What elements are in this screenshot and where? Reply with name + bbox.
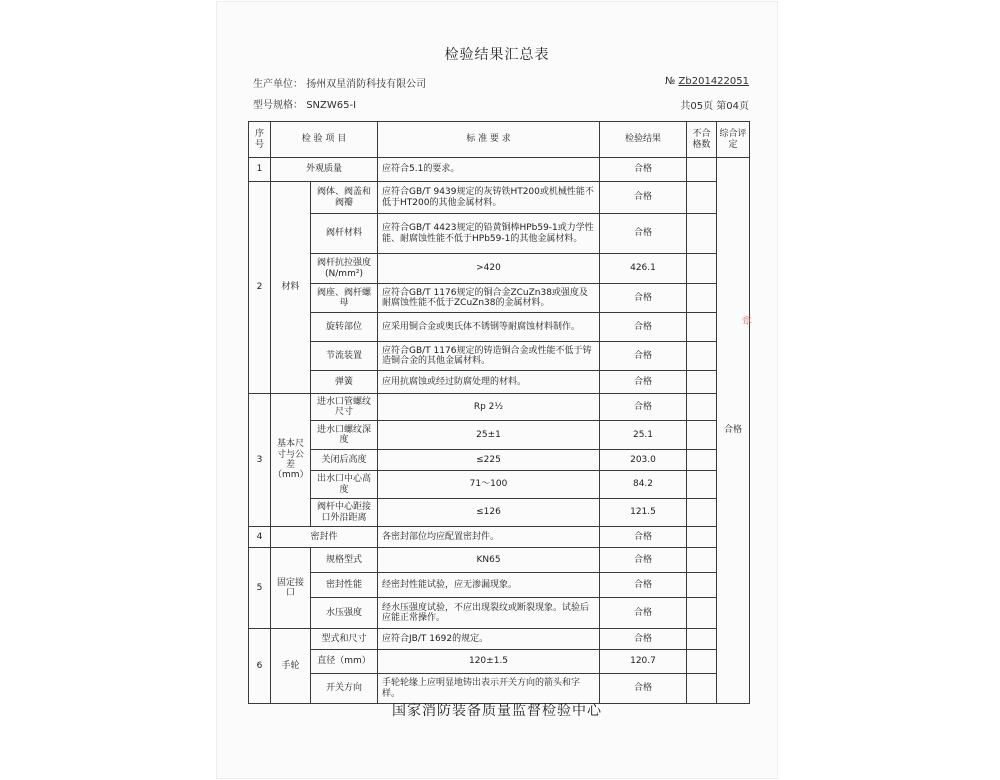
row-6-sub-2-item: 直径（mm）	[311, 650, 378, 674]
row-3-sub-1-nonconforming	[687, 394, 717, 421]
row-3-sub-1-requirement: Rp 2½	[378, 394, 600, 421]
row-1-nonconforming	[687, 158, 717, 182]
row-2-sub-1-nonconforming	[687, 182, 717, 214]
row-3-sub-2-nonconforming	[687, 421, 717, 450]
row-4-requirement: 各密封部位均应配置密封件。	[378, 527, 600, 548]
row-2-seq: 2	[249, 182, 271, 394]
row-6-sub-3-result: 合格	[600, 674, 687, 704]
serial-prefix: №	[664, 76, 676, 87]
row-3-sub-2-item: 进水口螺纹深度	[311, 421, 378, 450]
row-3-sub-2-requirement: 25±1	[378, 421, 600, 450]
row-2-sub-5-requirement: 应采用铜合金或奥氏体不锈钢等耐腐蚀材料制作。	[378, 313, 600, 342]
row-2-sub-1-result: 合格	[600, 182, 687, 214]
row-2-sub-3-nonconforming	[687, 254, 717, 284]
issuer-footer: 国家消防装备质量监督检验中心	[392, 703, 602, 719]
row-1-seq: 1	[249, 158, 271, 182]
row-6-sub-3-nonconforming	[687, 674, 717, 704]
row-5-sub-2-item: 密封性能	[311, 573, 378, 598]
row-6-sub-2-nonconforming	[687, 650, 717, 674]
row-1-result: 合格	[600, 158, 687, 182]
row-3-sub-4-item: 出水口中心高度	[311, 471, 378, 499]
row-2-sub-1-item: 阀体、阀盖和阀瓣	[311, 182, 378, 214]
row-3-sub-3-result: 203.0	[600, 450, 687, 471]
row-5-sub-2-requirement: 经密封性能试验，应无渗漏现象。	[378, 573, 600, 598]
table-row	[249, 499, 750, 527]
inspection-table	[248, 121, 750, 704]
row-2-category: 材料	[271, 182, 311, 394]
table-row	[249, 214, 750, 254]
row-6-sub-3-requirement: 手轮轮缘上应明显地铸出表示开关方向的箭头和字样。	[378, 674, 600, 704]
row-1-item: 外观质量	[271, 158, 378, 182]
row-2-sub-4-item: 阀座、阀杆螺母	[311, 284, 378, 313]
row-5-sub-3-nonconforming	[687, 598, 717, 629]
row-2-sub-6-result: 合格	[600, 342, 687, 371]
row-1-requirement: 应符合5.1的要求。	[378, 158, 600, 182]
row-2-sub-2-nonconforming	[687, 214, 717, 254]
row-5-sub-3-result: 合格	[600, 598, 687, 629]
row-2-sub-3-item	[311, 254, 378, 284]
row-6-seq: 6	[249, 629, 271, 704]
row-2-sub-3-requirement: >420	[378, 254, 600, 284]
row-4-seq: 4	[249, 527, 271, 548]
row-5-category: 固定接口	[271, 548, 311, 629]
table-row	[249, 371, 750, 394]
overall-evaluation: 合格	[717, 158, 750, 704]
table-row	[249, 394, 750, 421]
row-2-sub-3-item-line-1: 阀杆抗拉强度	[316, 258, 371, 269]
row-6-sub-1-result: 合格	[600, 629, 687, 650]
row-5-sub-3-item: 水压强度	[311, 598, 378, 629]
row-2-sub-2-requirement: 应符合GB/T 4423规定的铅黄铜棒HPb59-1或力学性能、耐腐蚀性能不低于HPb59-1的其他金属材料。	[378, 214, 600, 254]
row-2-sub-6-requirement: 应符合GB/T 1176规定的铸造铜合金或性能不低于铸造铜合金的其他金属材料。	[378, 342, 600, 371]
producer-label: 生产单位：	[253, 79, 303, 90]
row-4-result: 合格	[600, 527, 687, 548]
row-2-sub-4-result: 合格	[600, 284, 687, 313]
row-3-sub-3-item: 关闭后高度	[311, 450, 378, 471]
serial-line	[665, 76, 749, 87]
table-row	[249, 527, 750, 548]
page-info: 共05页 第04页	[680, 101, 749, 112]
row-3-sub-4-result: 84.2	[600, 471, 687, 499]
row-3-sub-5-item: 阀杆中心距接口外沿距离	[311, 499, 378, 527]
row-3-sub-1-item: 进水口管螺纹尺寸	[311, 394, 378, 421]
table-row	[249, 421, 750, 450]
table-row	[249, 471, 750, 499]
row-5-sub-1-result: 合格	[600, 548, 687, 573]
row-2-sub-5-result: 合格	[600, 313, 687, 342]
table-row	[249, 182, 750, 214]
table-row	[249, 313, 750, 342]
header-nonconforming: 不合格数	[687, 122, 717, 158]
row-2-sub-7-requirement: 应用抗腐蚀或经过防腐处理的材料。	[378, 371, 600, 394]
row-6-sub-2-result: 120.7	[600, 650, 687, 674]
table-row	[249, 573, 750, 598]
row-2-sub-2-item: 阀杆材料	[311, 214, 378, 254]
table-row	[249, 254, 750, 284]
row-6-sub-2-requirement: 120±1.5	[378, 650, 600, 674]
row-3-sub-4-nonconforming	[687, 471, 717, 499]
table-row	[249, 158, 750, 182]
table-row	[249, 284, 750, 313]
row-5-sub-2-nonconforming	[687, 573, 717, 598]
producer-line	[253, 75, 426, 90]
table-row	[249, 650, 750, 674]
producer-value: 扬州双星消防科技有限公司	[306, 79, 427, 90]
header-seq: 序号	[249, 122, 271, 158]
model-value: SNZW65-Ⅰ	[306, 100, 357, 111]
table-row	[249, 674, 750, 704]
row-2-sub-6-item: 节流装置	[311, 342, 378, 371]
row-3-sub-5-requirement: ≤126	[378, 499, 600, 527]
row-2-sub-4-requirement: 应符合GB/T 1176规定的铜合金ZCuZn38或强度及耐腐蚀性能不低于ZCuZn38的金属材料。	[378, 284, 600, 313]
row-6-sub-1-item: 型式和尺寸	[311, 629, 378, 650]
stamp-mark: 章	[741, 315, 753, 328]
row-6-sub-1-requirement: 应符合JB/T 1692的规定。	[378, 629, 600, 650]
header-evaluation: 综合评定	[717, 122, 750, 158]
row-3-sub-5-nonconforming	[687, 499, 717, 527]
row-5-sub-1-nonconforming	[687, 548, 717, 573]
row-2-sub-7-item: 弹簧	[311, 371, 378, 394]
row-2-sub-3-item-line-2: (N/mm²)	[325, 268, 363, 279]
row-2-sub-3-result: 426.1	[600, 254, 687, 284]
row-5-sub-3-requirement: 经水压强度试验，不应出现裂纹或断裂现象。试验后应能正常操作。	[378, 598, 600, 629]
header-item: 检 验 项 目	[271, 122, 378, 158]
row-2-sub-1-requirement: 应符合GB/T 9439规定的灰铸铁HT200或机械性能不低于HT200的其他金属材料。	[378, 182, 600, 214]
table-row	[249, 629, 750, 650]
serial-number: Zb201422051	[678, 76, 749, 87]
row-5-sub-1-item: 规格型式	[311, 548, 378, 573]
table-header-row	[249, 122, 750, 158]
row-5-sub-2-result: 合格	[600, 573, 687, 598]
table-row	[249, 342, 750, 371]
row-3-sub-2-result: 25.1	[600, 421, 687, 450]
row-3-seq: 3	[249, 394, 271, 527]
row-2-sub-2-result: 合格	[600, 214, 687, 254]
row-3-sub-4-requirement: 71～100	[378, 471, 600, 499]
row-4-nonconforming	[687, 527, 717, 548]
row-3-sub-1-result: 合格	[600, 394, 687, 421]
model-label: 型号规格：	[253, 100, 303, 111]
row-4-item: 密封件	[271, 527, 378, 548]
row-2-sub-7-nonconforming	[687, 371, 717, 394]
header-result: 检验结果	[600, 122, 687, 158]
model-line	[253, 96, 356, 111]
row-6-sub-3-item: 开关方向	[311, 674, 378, 704]
row-5-sub-1-requirement: KN65	[378, 548, 600, 573]
document-title: 检验结果汇总表	[444, 47, 550, 63]
row-3-sub-3-requirement: ≤225	[378, 450, 600, 471]
report-page	[217, 2, 777, 778]
row-2-sub-5-item: 旋转部位	[311, 313, 378, 342]
table-row	[249, 598, 750, 629]
row-2-sub-4-nonconforming	[687, 284, 717, 313]
row-3-category: 基本尺寸与公差（mm）	[271, 394, 311, 527]
row-5-seq: 5	[249, 548, 271, 629]
table-row	[249, 548, 750, 573]
row-2-sub-5-nonconforming	[687, 313, 717, 342]
row-6-sub-1-nonconforming	[687, 629, 717, 650]
row-6-category: 手轮	[271, 629, 311, 704]
row-3-sub-3-nonconforming	[687, 450, 717, 471]
inspection-table-wrap	[248, 121, 749, 699]
header-requirement: 标 准 要 求	[378, 122, 600, 158]
row-2-sub-7-result: 合格	[600, 371, 687, 394]
row-3-sub-5-result: 121.5	[600, 499, 687, 527]
row-2-sub-6-nonconforming	[687, 342, 717, 371]
table-row	[249, 450, 750, 471]
